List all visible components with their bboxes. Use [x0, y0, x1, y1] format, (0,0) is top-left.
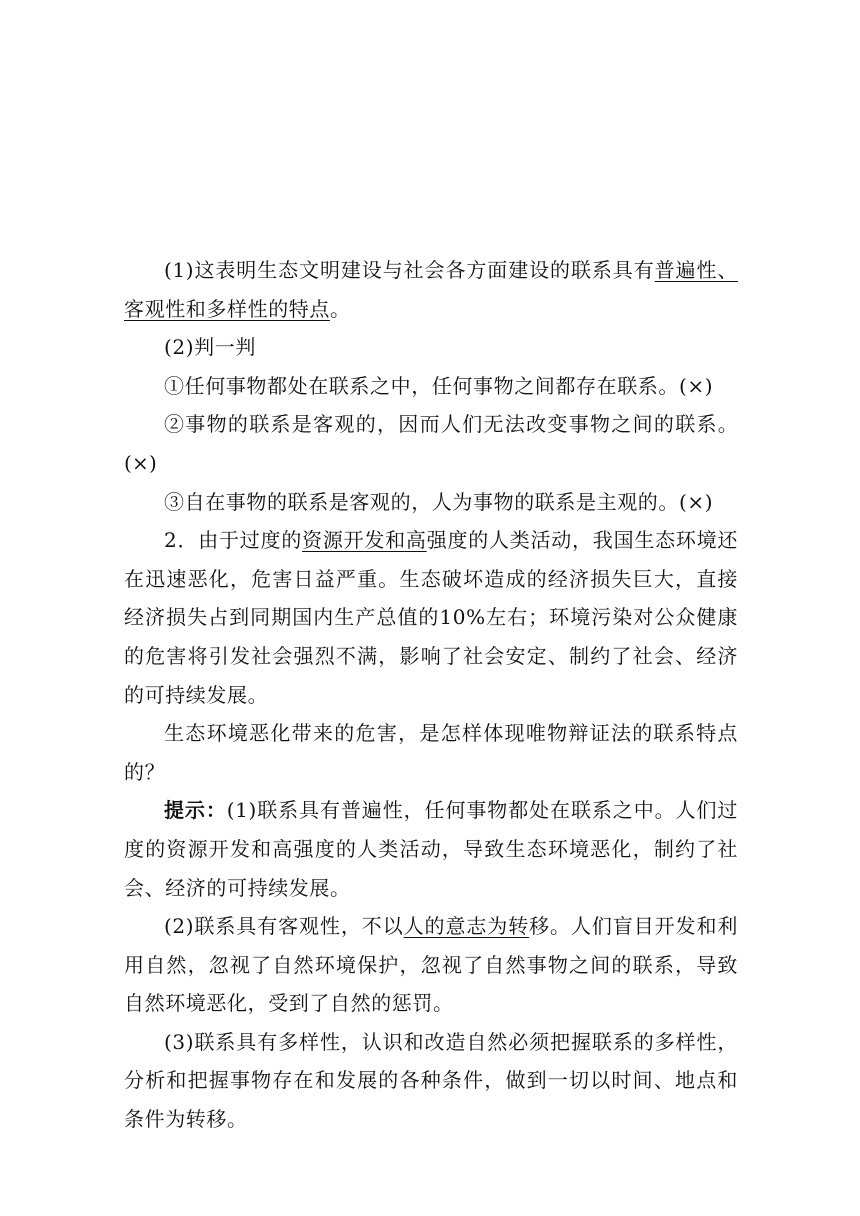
paragraph-2 [124, 521, 738, 714]
paragraph-2-text: 强度的人类活动，我国生态环境还在迅速恶化，危害日益严重。生态破坏造成的经济损失巨大，直接经济损失占到同期国内生产总值的10%左右；环境污染对公众健康的危害将引发社会强烈不满，影响了社会安定、制约了社会、经济的可持续发展。 [124, 528, 738, 707]
judge-heading: (2)判一判 [164, 335, 256, 360]
paragraph-1 [124, 251, 738, 328]
paragraph-2-start: 2．由于过度的 [164, 528, 303, 553]
paragraph-1-text: (1)这表明生态文明建设与社会各方面建设的联系具有 [164, 258, 655, 282]
judge-item-3: ③自在事物的联系是客观的，人为事物的联系是主观的。(×) [164, 489, 714, 514]
underlined-phrase-3: 人的意志为转 [403, 914, 530, 939]
hint-paragraph-3: (3)联系具有多样性，认识和改造自然必须把握联系的多样性，分析和把握事物存在和发展的各种条件，做到一切以时间、地点和条件为转移。 [124, 1029, 738, 1132]
judge-item-1: ①任何事物都处在联系之中，任何事物之间都存在联系。(×) [164, 373, 714, 398]
underlined-phrase-2: 资源开发和高 [302, 528, 427, 553]
document-body [124, 251, 738, 1139]
hint-text-2b: 移。人们盲目开发和利用自然，忽视了自然环境保护，忽视了自然事物之间的联系，导致自然环境恶化，受到了自然的惩罚。 [124, 914, 738, 1016]
hint-text-2a: (2)联系具有客观性，不以 [164, 914, 404, 939]
question: 生态环境恶化带来的危害，是怎样体现唯物辩证法的联系特点的？ [124, 721, 738, 784]
paragraph-1-end: 。 [330, 296, 351, 321]
judge-item-2: ②事物的联系是客观的，因而人们无法改变事物之间的联系。(×) [124, 412, 738, 475]
hint-text-1: (1)联系具有普遍性，任何事物都处在联系之中。人们过度的资源开发和高强度的人类活动，导致生态环境恶化，制约了社会、经济的可持续发展。 [124, 798, 738, 900]
hint-paragraph-1 [124, 791, 738, 907]
hint-paragraph-2 [124, 907, 738, 1023]
hint-label: 提示： [164, 798, 227, 823]
underlined-phrase: 普遍性、客观性和多样性的特点 [124, 258, 738, 321]
